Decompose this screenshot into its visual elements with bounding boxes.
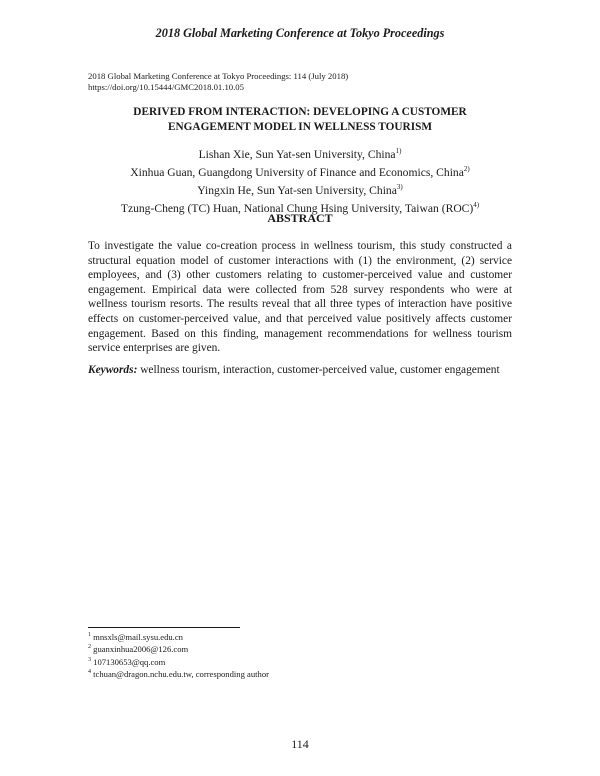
title-line-1: DERIVED FROM INTERACTION: DEVELOPING A CUSTOMER bbox=[133, 106, 467, 118]
author-line bbox=[0, 144, 600, 162]
author-list bbox=[0, 144, 600, 215]
author-affiliation: Tzung-Cheng (TC) Huan, National Chung Hsing University, Taiwan (ROC) bbox=[120, 201, 474, 215]
title-line-2: ENGAGEMENT MODEL IN WELLNESS TOURISM bbox=[167, 120, 433, 133]
footnote-mark: 2 bbox=[88, 644, 91, 651]
footnote-email: guanxinhua2006@126.com bbox=[91, 644, 189, 655]
citation-line: 2018 Global Marketing Conference at Tokyo Proceedings: 114 (July 2018) bbox=[88, 71, 349, 81]
abstract-text: To investigate the value co-creation process in wellness tourism, this study constructed a structural equation model of customer interactions with (1) the environment, (2) service employees, and (3) other customers relating to customer-perceived value and customer engagement. Empirical data were collected from 528 survey respondents who were at wellness tourism resorts. The results reveal that all three types of interaction have positive effects on customer-perceived value, and that perceived value positively affects customer engagement. Based on this finding, management recommendations for wellness tourism service enterprises are given. bbox=[88, 240, 512, 355]
author-mark: 2) bbox=[463, 164, 470, 173]
author-line bbox=[0, 162, 600, 180]
footnote-mark: 1 bbox=[88, 632, 91, 638]
author-mark: 1) bbox=[395, 147, 402, 155]
keywords-label: Keywords: bbox=[88, 364, 138, 376]
footnote bbox=[88, 630, 269, 642]
footnote-email: tchuan@dragon.nchu.edu.tw, corresponding author bbox=[91, 668, 269, 679]
footnote-email: 107130653@qq.com bbox=[91, 656, 166, 667]
footnotes bbox=[88, 630, 269, 679]
footnote-mark: 3 bbox=[88, 656, 91, 663]
page-number: 114 bbox=[291, 737, 309, 751]
author-mark: 4) bbox=[473, 200, 480, 209]
running-head: 2018 Global Marketing Conference at Tokyo Proceedings bbox=[155, 26, 445, 40]
footnote bbox=[88, 642, 269, 654]
footnote bbox=[88, 655, 269, 667]
author-affiliation: Yingxin He, Sun Yat-sen University, China bbox=[197, 183, 397, 197]
publication-info bbox=[88, 71, 348, 93]
author-affiliation: Xinhua Guan, Guangdong University of Finance and Economics, China bbox=[130, 165, 464, 179]
author-mark: 3) bbox=[396, 182, 403, 191]
footnote-mark: 4 bbox=[88, 668, 91, 675]
paper-title bbox=[0, 105, 600, 134]
keywords-paragraph bbox=[88, 363, 512, 378]
footnote-divider bbox=[88, 627, 240, 628]
footnote-email: mnsxls@mail.sysu.edu.cn bbox=[91, 631, 183, 642]
footnote bbox=[88, 667, 269, 679]
author-affiliation: Lishan Xie, Sun Yat-sen University, China bbox=[198, 147, 396, 161]
keywords-text: wellness tourism, interaction, customer-perceived value, customer engagement bbox=[137, 364, 500, 376]
abstract-heading: ABSTRACT bbox=[267, 211, 333, 225]
author-line bbox=[0, 180, 600, 198]
doi-link[interactable]: https://doi.org/10.15444/GMC2018.01.10.05 bbox=[88, 82, 244, 92]
